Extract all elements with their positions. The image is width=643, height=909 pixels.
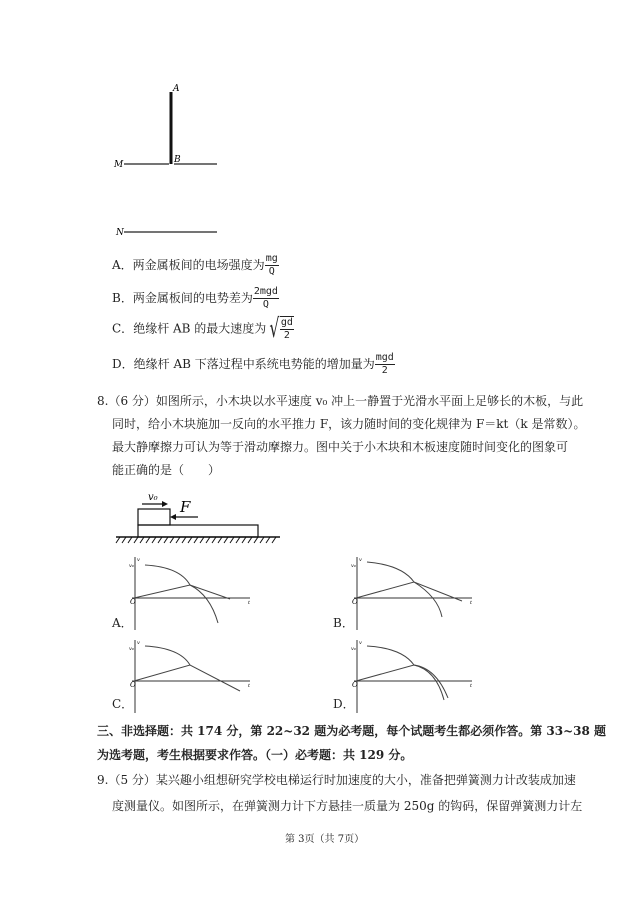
small-block — [138, 509, 170, 525]
block-board-figure — [110, 485, 290, 545]
t-axis-label: t — [248, 683, 251, 689]
denominator: 2 — [283, 330, 290, 341]
v-axis-label: v — [359, 640, 362, 646]
option-text: 两金属板间的电场强度为 — [132, 258, 265, 272]
velocity-arrowhead-icon — [162, 501, 168, 507]
v0-label: v₀ — [351, 563, 356, 569]
q9-line-2: 度测量仪。如图所示，在弹簧测力计下方悬挂一质量为 250g 的钩码，保留弹簧测力计左 — [112, 799, 583, 813]
label-n: N — [116, 228, 124, 238]
vt-graph-b — [352, 555, 482, 630]
option-letter: B． — [112, 291, 133, 305]
vt-graph-c — [130, 638, 260, 713]
block-velocity-curve — [145, 565, 218, 623]
label-a: A — [173, 84, 180, 94]
option-letter: D． — [112, 357, 134, 371]
block-velocity-curve — [145, 646, 190, 665]
square-root — [266, 316, 294, 342]
parallel-plates-figure — [110, 80, 220, 245]
option-text: 绝缘杆 AB 下落过程中系统电势能的增加量为 — [133, 357, 375, 371]
q8-line-1: 8.（6 分）如图所示，小木块以水平速度 v₀ 冲上一静置于光滑水平面上足够长的木板，与此 — [97, 394, 584, 408]
vt-graph-d — [352, 638, 482, 713]
option-d — [112, 352, 395, 377]
ground-hatch — [116, 537, 276, 543]
board — [138, 525, 258, 537]
force-label: F — [180, 498, 191, 516]
label-b: B — [174, 155, 181, 165]
denominator: Q — [268, 266, 275, 277]
option-letter: A． — [112, 258, 133, 272]
block-velocity-curve — [367, 562, 442, 617]
v-axis-label: v — [137, 640, 140, 646]
option-b — [112, 286, 279, 311]
q8-line-3: 最大静摩擦力可认为等于滑动摩擦力。图中关于小木块和木板速度随时间变化的图象可 — [112, 440, 569, 454]
fraction — [375, 352, 395, 377]
option-letter: C． — [112, 321, 134, 336]
fraction — [265, 253, 279, 278]
numerator: mgd — [375, 352, 394, 363]
t-axis-label: t — [248, 600, 251, 606]
page-footer: 第 3页（共 7页） — [285, 834, 365, 845]
v-axis-label: v — [359, 557, 362, 563]
vt-graph-a — [130, 555, 260, 630]
q9-line-1: 9.（5 分）某兴趣小组想研究学校电梯运行时加速度的大小，准备把弹簧测力计改装成加速 — [97, 773, 576, 787]
origin-label: O — [352, 681, 358, 689]
q8-line-2: 同时，给小木块施加一反向的水平推力 F，该力随时间的变化规律为 F＝kt（k 是常数）。 — [112, 417, 586, 431]
radical-sign-icon: √ — [269, 314, 280, 344]
numerator: gd — [280, 317, 293, 328]
force-arrowhead-icon — [170, 514, 176, 520]
origin-label: O — [130, 598, 136, 606]
section3-line-2: 为选考题，考生根据要求作答。（一）必考题：共 129 分。 — [97, 748, 413, 762]
section3-line-1: 三、非选择题：共 174 分，第 22~32 题为必考题，每个试题考生都必须作答。第 33~38 题 — [97, 724, 607, 738]
v0-label: v₀ — [351, 646, 356, 652]
q8-line-4: 能正确的是（ ） — [112, 463, 221, 477]
origin-label: O — [352, 598, 358, 606]
board-velocity-curve — [134, 585, 230, 599]
option-c — [112, 316, 294, 342]
numerator: 2mgd — [253, 286, 278, 297]
graph-option-c-label: C． — [112, 697, 134, 711]
option-text: 两金属板间的电势差为 — [132, 291, 253, 305]
option-a — [112, 253, 279, 278]
label-m: M — [114, 160, 124, 170]
denominator: 2 — [381, 365, 388, 376]
denominator: Q — [262, 299, 269, 310]
option-text: 绝缘杆 AB 的最大速度为 — [133, 321, 267, 336]
v0-label: v₀ — [129, 563, 134, 569]
fraction — [253, 286, 279, 311]
graph-option-d-label: D． — [333, 697, 355, 711]
v-axis-label: v — [137, 557, 140, 563]
v0-label: v₀ — [129, 646, 134, 652]
t-axis-label: t — [470, 683, 473, 689]
graph-option-a-label: A． — [112, 616, 133, 630]
board-velocity-curve — [134, 665, 240, 691]
origin-label: O — [130, 681, 136, 689]
t-axis-label: t — [470, 600, 473, 606]
numerator: mg — [265, 253, 278, 264]
graph-option-b-label: B． — [333, 616, 354, 630]
v0-label: v₀ — [148, 492, 158, 503]
fraction — [280, 316, 294, 342]
block-velocity-curve — [367, 646, 444, 700]
